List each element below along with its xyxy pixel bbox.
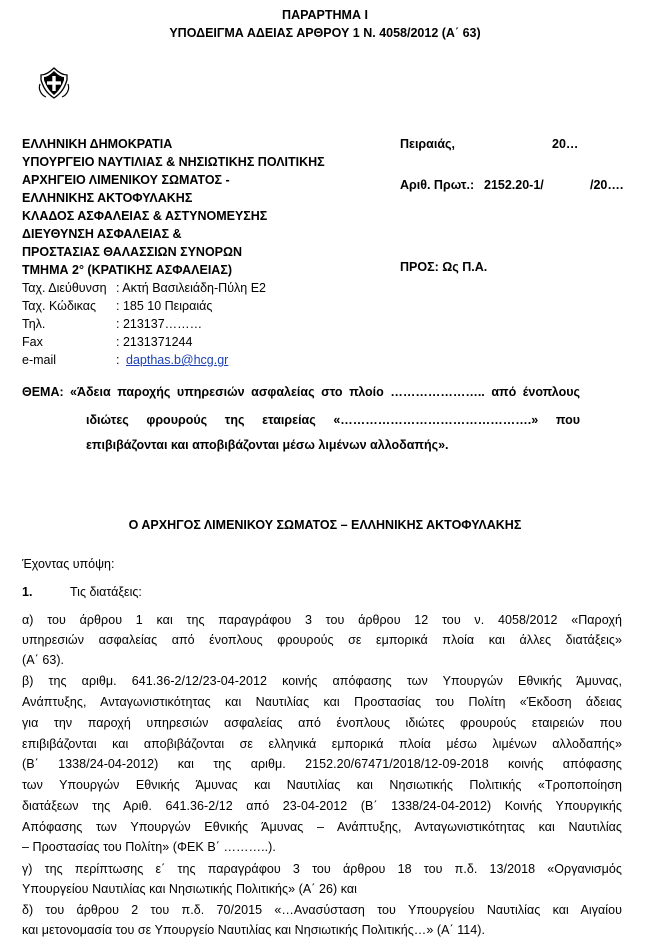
body-line: Απόφασης των Υπουργών Εθνικής Άμυνας – Ανάπτυξης, Ανταγωνιστικότητας και Ναυτιλίας bbox=[22, 820, 622, 834]
sender-line: ΕΛΛΗΝΙΚΗ ΔΗΜΟΚΡΑΤΙΑ bbox=[22, 137, 173, 151]
sender-line: ΥΠΟΥΡΓΕΙΟ ΝΑΥΤΙΛΙΑΣ & ΝΗΣΙΩΤΙΚΗΣ ΠΟΛΙΤΙΚΗΣ bbox=[22, 155, 325, 169]
contact-value: : Ακτή Βασιλειάδη-Πύλη Ε2 bbox=[116, 281, 266, 295]
body-line: για την παροχή υπηρεσιών ασφαλείας από ένοπλους ιδιώτες φρουρούς εταιρειών που bbox=[22, 716, 622, 730]
contact-label: e-mail bbox=[22, 353, 57, 367]
sender-line: ΔΙΕΥΘΥΝΣΗ ΑΣΦΑΛΕΙΑΣ & bbox=[22, 227, 182, 241]
document-title: ΥΠΟΔΕΙΓΜΑ ΑΔΕΙΑΣ ΑΡΘΡΟΥ 1 Ν. 4058/2012 (Α΄ 63) bbox=[169, 26, 481, 40]
contact-label: Ταχ. Κώδικας bbox=[22, 299, 97, 313]
body-line: γ) της περίπτωσης ε΄ της παραγράφου 3 του άρθρου 18 του π.δ. 13/2018 «Οργανισμός bbox=[22, 862, 622, 876]
authority-heading: Ο ΑΡΧΗΓΟΣ ΛΙΜΕΝΙΚΟΥ ΣΩΜΑΤΟΣ – ΕΛΛΗΝΙΚΗΣ ΑΚΤΟΦΥΛΑΚΗΣ bbox=[128, 518, 522, 532]
body-line: α) του άρθρου 1 και της παραγράφου 3 του άρθρου 12 του ν. 4058/2012 «Παροχή bbox=[22, 613, 622, 627]
body-line: Ανάπτυξης, Ανταγωνιστικότητας και Ναυτιλίας και Προστασίας του Πολίτη «Έκδοση άδειας bbox=[22, 695, 622, 709]
body-line: – Προστασίας του Πολίτη» (ΦΕΚ Β΄ ………..). bbox=[22, 840, 276, 854]
contact-value: : 185 10 Πειραιάς bbox=[116, 299, 213, 313]
considering-label: Έχοντας υπόψη: bbox=[22, 557, 115, 571]
body-line: Υπουργείου Ναυτιλίας και Νησιωτικής Πολιτικής» (Α΄ 26) και bbox=[22, 882, 357, 896]
sender-line: ΤΜΗΜΑ 2° (ΚΡΑΤΙΚΗΣ ΑΣΦΑΛΕΙΑΣ) bbox=[22, 263, 232, 277]
item-text: Τις διατάξεις: bbox=[70, 585, 142, 599]
subject-line: επιβιβάζονται και αποβιβάζονται μέσω λιμένων αλλοδαπής». bbox=[86, 438, 449, 452]
body-line: υπηρεσιών ασφαλείας από ένοπλους φρουρούς σε εμπορικά πλοία και άλλες διατάξεις» bbox=[22, 633, 622, 647]
body-line: επιβιβάζονται και αποβιβάζονται σε ελληνικά εμπορικά πλοία μέσω λιμένων αλλοδαπής» bbox=[22, 737, 622, 751]
subject-line: ιδιώτες φρουρούς της εταιρείας «……………………………………….» που bbox=[86, 413, 580, 427]
body-line: διατάξεων της Αριθ. 641.36-2/12 από 23-04-2012 (Β΄ 1338/24-04-2012) Κοινής Υπουργικής bbox=[22, 799, 622, 813]
contact-label: Fax bbox=[22, 335, 43, 349]
body-line: των Υπουργών Εθνικής Άμυνας και Ναυτιλίας και Νησιωτικής Πολιτικής «Τροποποίηση bbox=[22, 778, 622, 792]
body-line: (Α΄ 63). bbox=[22, 653, 65, 667]
email-link[interactable]: dapthas.b@hcg.gr bbox=[126, 353, 229, 367]
contact-label: Ταχ. Διεύθυνση bbox=[22, 281, 107, 295]
date-year: 20… bbox=[552, 137, 579, 151]
greek-coat-of-arms-icon bbox=[37, 66, 71, 100]
subject-label: ΘΕΜΑ: bbox=[22, 385, 64, 399]
sender-line: ΑΡΧΗΓΕΙΟ ΛΙΜΕΝΙΚΟΥ ΣΩΜΑΤΟΣ - bbox=[22, 173, 230, 187]
recipient: ΠΡΟΣ: Ως Π.Α. bbox=[400, 260, 488, 274]
sender-line: ΕΛΛΗΝΙΚΗΣ ΑΚΤΟΦΥΛΑΚΗΣ bbox=[22, 191, 193, 205]
protocol-label: Αριθ. Πρωτ.: bbox=[400, 178, 475, 192]
protocol-number: 2152.20-1/ bbox=[484, 178, 544, 192]
sender-line: ΠΡΟΣΤΑΣΙΑΣ ΘΑΛΑΣΣΙΩΝ ΣΥΝΟΡΩΝ bbox=[22, 245, 243, 259]
contact-value: : 213137……… bbox=[116, 317, 203, 331]
protocol-year: /20…. bbox=[590, 178, 624, 192]
contact-label: Τηλ. bbox=[22, 317, 46, 331]
sender-line: ΚΛΑΔΟΣ ΑΣΦΑΛΕΙΑΣ & ΑΣΤΥΝΟΜΕΥΣΗΣ bbox=[22, 209, 268, 223]
item-number: 1. bbox=[22, 585, 33, 599]
place: Πειραιάς, bbox=[400, 137, 455, 151]
contact-value: : 2131371244 bbox=[116, 335, 193, 349]
body-line: β) της αριθμ. 641.36-2/12/23-04-2012 κοινής απόφασης των Υπουργών Εθνικής Άμυνας, bbox=[22, 674, 622, 688]
subject-line: «Άδεια παροχής υπηρεσιών ασφαλείας στο πλοίο ………………….. από ένοπλους bbox=[70, 385, 580, 399]
annex-title: ΠΑΡΑΡΤΗΜΑ Ι bbox=[282, 8, 368, 22]
contact-value: : bbox=[116, 353, 120, 367]
body-line: (Β΄ 1338/24-04-2012) και της αριθμ. 2152.20/67471/2018/12-09-2018 κοινής απόφασης bbox=[22, 757, 622, 771]
body-line: δ) του άρθρου 2 του π.δ. 70/2015 «…Ανασύσταση του Υπουργείου Ναυτιλίας και Αιγαίου bbox=[22, 903, 622, 917]
body-line: και μετονομασία του σε Υπουργείο Ναυτιλίας και Νησιωτικής Πολιτικής…» (Α΄ 114). bbox=[22, 923, 486, 937]
